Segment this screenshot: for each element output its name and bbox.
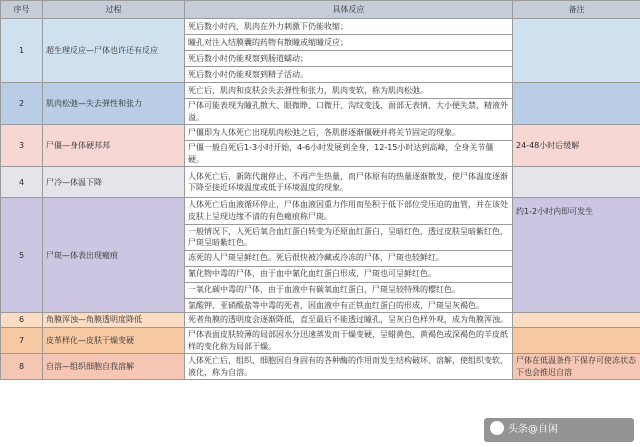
header-process: 过程 — [43, 1, 185, 19]
row-process: 角膜浑浊—角膜透明度降低 — [43, 313, 185, 328]
row-process: 尸斑—体表出现瘢痕 — [43, 198, 185, 313]
row-process: 自溶—组织细胞自我溶解 — [43, 354, 185, 380]
table-row — [1, 354, 640, 380]
row-note — [513, 83, 640, 125]
row-index: 2 — [1, 83, 43, 125]
row-index: 1 — [1, 19, 43, 83]
header-row — [1, 1, 640, 19]
table-row — [1, 327, 640, 353]
row-process: 尸冷—体温下降 — [43, 167, 185, 198]
table-row — [1, 313, 640, 328]
reaction-cell: 尸体可能表现为瞳孔散大、眼微睁、口微开、沟纹变浅、面部无表情、大小便失禁、精液外溢。 — [185, 99, 513, 125]
reaction-cell: 氯酸钾、亚硝酸盐等中毒的死者，因血液中有正铁血红蛋白的形成，尸斑呈灰褐色。 — [185, 298, 513, 313]
row-index: 7 — [1, 327, 43, 353]
row-index: 3 — [1, 125, 43, 167]
row-process: 超生理反应—尸体也许还有反应 — [43, 19, 185, 83]
reaction-cell: 死后数小时仍能观察到精子活动。 — [185, 67, 513, 83]
reaction-cell: 人体死亡后，组织、细胞因自身固有的各种酶的作用而发生结构破坏、溶解，使组织变软、液化，称为自溶。 — [185, 354, 513, 380]
row-note — [513, 167, 640, 198]
paw-icon — [490, 421, 504, 435]
reaction-cell: 死后数小时仍能观察到肠道蠕动； — [185, 51, 513, 67]
row-index: 4 — [1, 167, 43, 198]
header-note: 备注 — [513, 1, 640, 19]
table-row — [1, 198, 640, 224]
row-process: 尸僵—身体硬邦邦 — [43, 125, 185, 167]
watermark-label: 头条@自闲 — [508, 424, 558, 435]
reaction-cell: 死后数小时内，肌肉在外力刺激下仍能收缩； — [185, 19, 513, 35]
row-index: 8 — [1, 354, 43, 380]
row-process: 肌肉松弛—失去弹性和张力 — [43, 83, 185, 125]
row-index: 6 — [1, 313, 43, 328]
row-process: 皮革样化—皮肤干燥变硬 — [43, 327, 185, 353]
reaction-cell: 尸体表面皮肤较薄的局部因水分迅速蒸发而干燥变硬，呈蜡黄色、黄褐色或深褐色的羊皮纸样的变化称为局部干燥。 — [185, 327, 513, 353]
table-row — [1, 19, 640, 35]
row-index: 5 — [1, 198, 43, 313]
header-index: 序号 — [1, 1, 43, 19]
row-note — [513, 313, 640, 328]
reaction-cell: 尸僵一般自死后1-3小时开始，4-6小时发展到全身，12-15小时达到高峰，全身关节僵硬。 — [185, 141, 513, 167]
row-note: 24-48小时后缓解 — [513, 125, 640, 167]
reaction-cell: 人体死亡后，新陈代谢停止，不再产生热量，而尸体原有的热量逐渐散发，使尸体温度逐渐下降至接近环境温度或低于环境温度的现象。 — [185, 167, 513, 198]
row-note — [513, 19, 640, 83]
row-note: 尸体在低温条件下保存可使冻状态下也会推迟自溶 — [513, 354, 640, 380]
header-reaction: 具体反应 — [185, 1, 513, 19]
table-row — [1, 125, 640, 141]
reaction-cell: 一般情况下，人死后氧合血红蛋白转变为还原血红蛋白，呈暗红色，透过皮肤呈暗紫红色，尸斑呈暗紫红色。 — [185, 224, 513, 250]
reaction-cell: 冻死的人尸斑呈鲜红色。死后很快被冷藏或冷冻的尸体，尸斑也较鲜红。 — [185, 250, 513, 266]
reaction-cell: 一氧化碳中毒的尸体，由于血液中有碳氧血红蛋白，尸斑呈较特殊的樱红色。 — [185, 282, 513, 298]
reaction-cell: 死者角膜的透明度会逐渐降低，直至最后不能透过瞳孔，呈灰白色样外观，成为角膜浑浊。 — [185, 313, 513, 328]
reaction-cell: 尸僵即为人体死亡出现肌肉松弛之后，各肌群逐渐僵硬并将关节固定的现象。 — [185, 125, 513, 141]
table-row — [1, 83, 640, 99]
row-note — [513, 327, 640, 353]
table-row — [1, 167, 640, 198]
reaction-cell: 人体死亡后血液循环停止，尸体血液因重力作用而坠积于低下部位受压迫的血管，并在该处皮肤上呈现边缘不清的有色瘢痕称尸斑。 — [185, 198, 513, 224]
reaction-cell: 氰化物中毒的尸体，由于血中氰化血红蛋白形成，尸斑也可呈鲜红色。 — [185, 266, 513, 282]
watermark-badge — [484, 418, 634, 442]
reaction-cell: 死亡后，肌肉和皮肤会失去弹性和张力，肌肉变软，称为肌肉松弛。 — [185, 83, 513, 99]
reaction-cell: 瞳孔对注入结膜囊的药物有散瞳或缩瞳反应； — [185, 35, 513, 51]
row-note: 约1-2小时内即可发生 — [513, 198, 640, 313]
